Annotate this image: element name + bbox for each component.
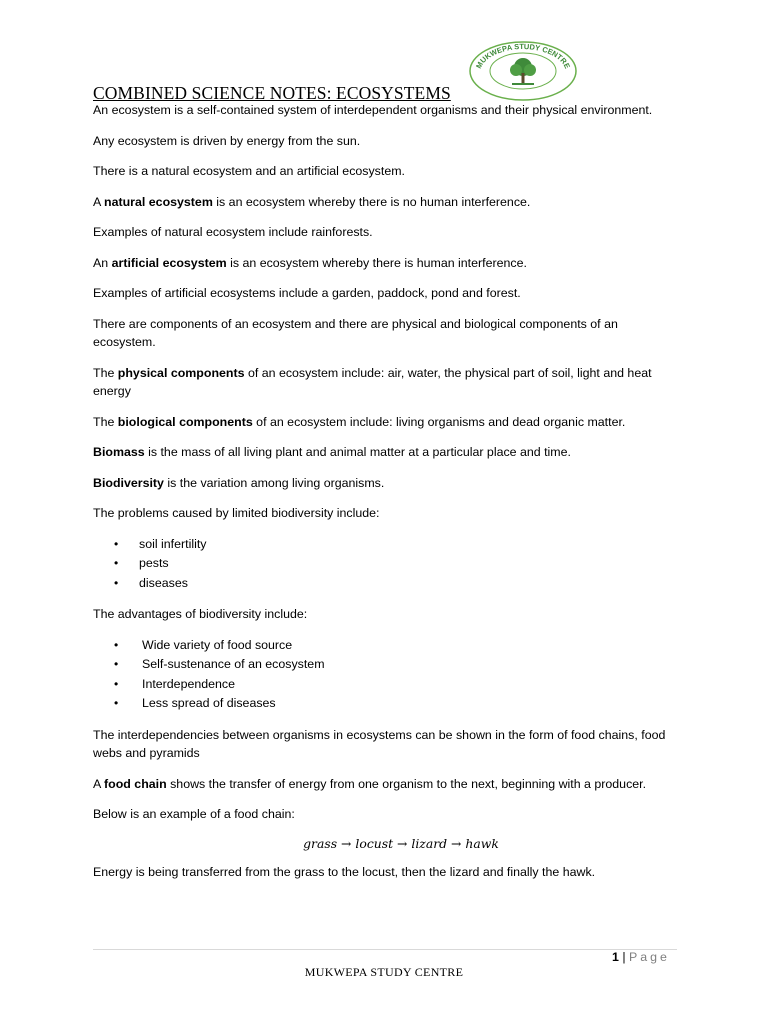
paragraph-artificial-examples: Examples of artificial ecosystems include a garden, paddock, pond and forest. <box>93 286 521 300</box>
paragraph-ecosystem-types: There is a natural ecosystem and an artificial ecosystem. <box>93 164 405 178</box>
paragraph-biological-components: The biological components of an ecosystem include: living organisms and dead organic matter. <box>93 414 626 429</box>
list-item: • pests <box>93 554 683 574</box>
arrow-icon: → <box>341 835 352 851</box>
paragraph-biodiversity: Biodiversity is the variation among living organisms. <box>93 475 385 490</box>
chain-organism: hawk <box>465 835 499 851</box>
advantages-list <box>93 636 683 714</box>
chain-organism: locust <box>355 835 394 851</box>
footer-divider <box>93 949 677 950</box>
paragraph-food-chain-definition: A food chain shows the transfer of energy from one organism to the next, beginning with a producer. <box>93 776 647 791</box>
arrow-icon: → <box>451 835 462 851</box>
page-number: 1 | Page <box>612 950 670 964</box>
paragraph-interdependencies: The interdependencies between organisms in ecosystems can be shown in the form of food chains, food webs and pyramids <box>93 727 666 760</box>
list-item: • Wide variety of food source <box>93 636 683 656</box>
paragraph-ecosystem-definition: An ecosystem is a self-contained system of interdependent organisms and their physical environment. <box>93 103 653 117</box>
paragraph-components: There are components of an ecosystem and there are physical and biological components of an ecosystem. <box>93 316 618 349</box>
paragraph-physical-components: The physical components of an ecosystem include: air, water, the physical part of soil, light and heat energy <box>93 365 652 398</box>
logo-text: MUKWEPA STUDY CENTRE <box>474 41 572 70</box>
food-chain-formula <box>93 836 683 851</box>
document-body <box>93 101 683 893</box>
list-item: • soil infertility <box>93 535 683 555</box>
study-centre-logo <box>468 40 578 102</box>
paragraph-natural-ecosystem: A natural ecosystem is an ecosystem whereby there is no human interference. <box>93 194 531 209</box>
arrow-icon: → <box>397 835 408 851</box>
paragraph-problems-intro: The problems caused by limited biodiversity include: <box>93 506 380 520</box>
footer-centre-name: MUKWEPA STUDY CENTRE <box>304 965 464 979</box>
list-item: • Interdependence <box>93 675 683 695</box>
paragraph-natural-examples: Examples of natural ecosystem include rainforests. <box>93 225 373 239</box>
chain-organism: lizard <box>411 835 448 851</box>
paragraph-biomass: Biomass is the mass of all living plant and animal matter at a particular place and time. <box>93 445 571 459</box>
document-title: COMBINED SCIENCE NOTES: ECOSYSTEMS <box>93 83 451 103</box>
paragraph-energy-source: Any ecosystem is driven by energy from the sun. <box>93 133 361 148</box>
list-item: • Self-sustenance of an ecosystem <box>93 655 683 675</box>
paragraph-energy-transfer: Energy is being transferred from the grass to the locust, then the lizard and finally the hawk. <box>93 864 596 879</box>
paragraph-artificial-ecosystem: An artificial ecosystem is an ecosystem whereby there is human interference. <box>93 255 527 270</box>
paragraph-food-chain-example-intro: Below is an example of a food chain: <box>93 807 295 821</box>
list-item: • diseases <box>93 574 683 594</box>
chain-organism: grass <box>303 835 338 851</box>
problems-list <box>93 535 683 594</box>
list-item: • Less spread of diseases <box>93 694 683 714</box>
paragraph-advantages-intro: The advantages of biodiversity include: <box>93 607 308 621</box>
